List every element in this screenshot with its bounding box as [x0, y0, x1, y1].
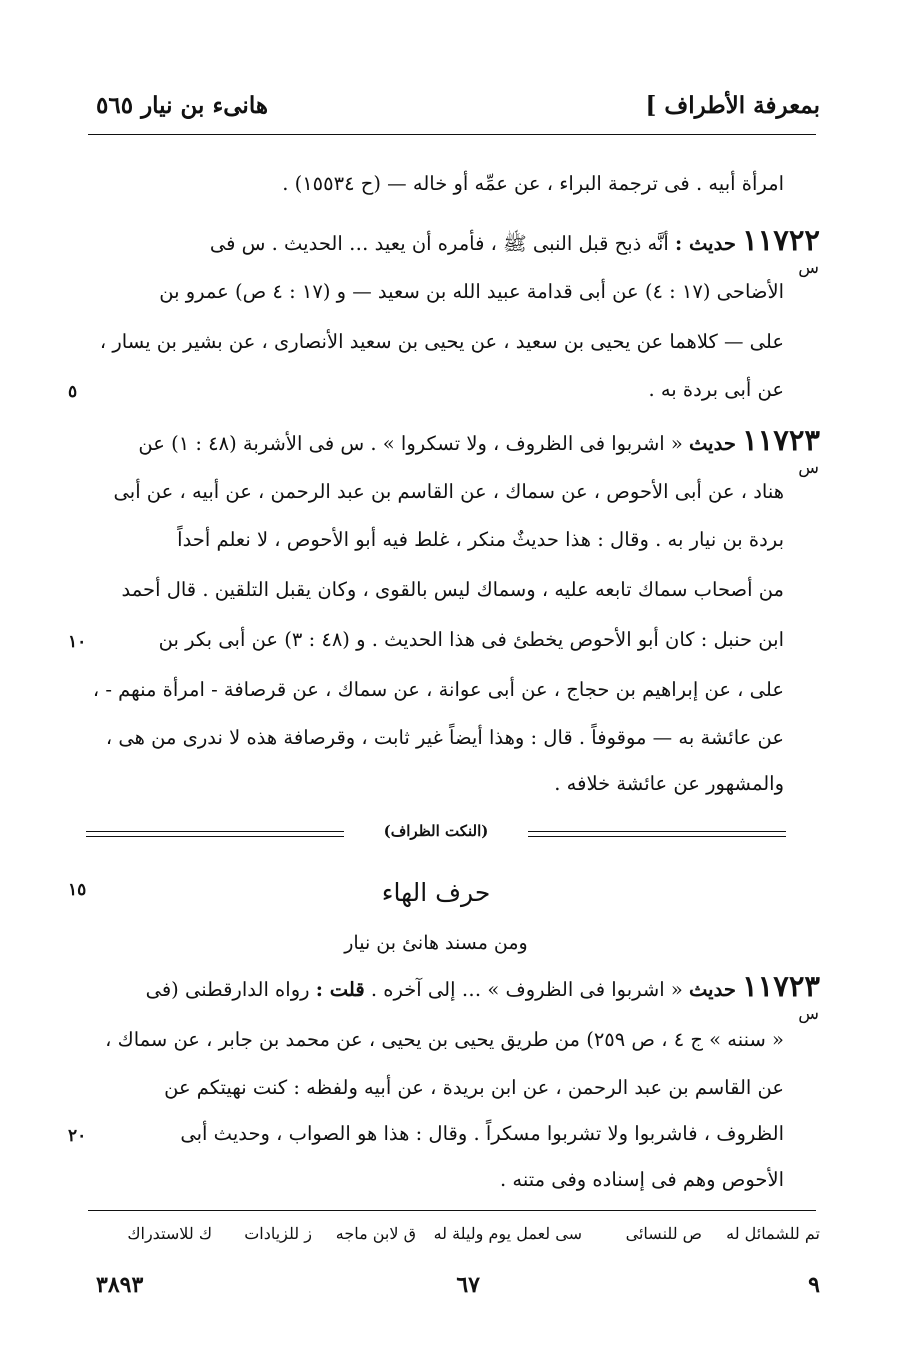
footnote-rule — [88, 1210, 816, 1211]
hadith-text: « اشربوا فى الظروف » … إلى آخره . — [370, 978, 683, 1001]
text-line: بردة بن نيار به . وقال : هذا حديثٌ منكر ، غلط فيه أبو الأحوص ، لا نعلم أحداً — [177, 528, 784, 551]
section-divider — [86, 822, 786, 846]
hadith-text: رواه الدارقطنى (فى — [145, 978, 310, 1001]
text-line: امرأة أبيه . فى ترجمة البراء ، عن عمِّه أو خاله — (ح ١٥٥٣٤) . — [282, 172, 784, 195]
text-line: عن القاسم بن عبد الرحمن ، عن ابن بريدة ، عن أبيه ولفظه : كنت نهيتكم عن — [164, 1076, 784, 1099]
text-line: من أصحاب سماك تابعه عليه ، وسماك ليس بالقوى ، وكان يقبل التلقين . قال أحمد — [121, 578, 784, 601]
header-title: بمعرفة الأطراف ] — [645, 92, 820, 119]
abbreviation-key: سى لعمل يوم وليلة له — [433, 1224, 582, 1243]
hadith-label: حديث — [689, 432, 736, 455]
line-number: ٥ — [68, 382, 78, 402]
text-line: الأحوص وهم فى إسناده وفى متنه . — [499, 1168, 784, 1191]
margin-siglum: س — [798, 1004, 819, 1024]
divider-line-right — [528, 831, 786, 837]
hadith-label: حديث : — [675, 232, 736, 255]
abbreviation-key: ز للزيادات — [244, 1224, 312, 1243]
hadith-number: ١١٧٢٢ — [742, 223, 820, 257]
header-rule — [88, 134, 816, 135]
text-line: عن عائشة به — موقوفاً . قال : وهذا أيضاً غير ثابت ، وقرصافة هذه لا ندرى من هى ، — [105, 726, 784, 749]
line-number: ١٥ — [68, 880, 87, 900]
section-subtitle: ومن مسند هانئ بن نيار — [344, 932, 528, 954]
footer-volume-page: ٣٨٩٣ — [96, 1272, 144, 1298]
footer-signature: ٩ — [808, 1272, 820, 1298]
abbreviation-key: ق لابن ماجه — [335, 1224, 416, 1243]
text-line: على — كلاهما عن يحيى بن سعيد ، عن يحيى بن سعيد الأنصارى ، عن بشير بن يسار ، — [99, 330, 784, 353]
text-line: على ، عن إبراهيم بن حجاج ، عن أبى عوانة ، عن سماك ، عن قرصافة - امرأة منهم - ، — [92, 678, 784, 701]
text-line: « سننه » ج ٤ ، ص ٢٥٩) من طريق يحيى بن يحيى ، عن محمد بن جابر ، عن سماك ، — [105, 1028, 784, 1051]
text-line: عن أبى بردة به . — [648, 378, 784, 401]
text-line: الظروف ، فاشربوا ولا تشربوا مسكراً . وقال : هذا هو الصواب ، وحديث أبى — [180, 1122, 784, 1145]
footer-page-number: ٦٧ — [456, 1272, 480, 1298]
divider-title: (النكت الظراف) — [383, 822, 489, 840]
text-line: الأضاحى (١٧ : ٤) عن أبى قدامة عبيد الله بن سعيد — و (١٧ : ٤ ص) عمرو بن — [159, 280, 784, 303]
margin-siglum: س — [798, 258, 819, 278]
text-line: والمشهور عن عائشة خلافه . — [554, 772, 784, 795]
hadith-number: ١١٧٢٣ — [742, 423, 820, 457]
line-number: ٢٠ — [68, 1126, 87, 1146]
section-title: حرف الهاء — [381, 878, 491, 907]
margin-siglum: س — [798, 458, 819, 478]
hadith-entry-11722 — [209, 223, 820, 257]
nukat-entry-11723 — [145, 969, 820, 1003]
hadith-entry-11723 — [138, 423, 820, 457]
hadith-text: « اشربوا فى الظروف ، ولا تسكروا » . س فى الأشربة (٤٨ : ١) عن — [138, 432, 683, 455]
abbreviation-key: ك للاستدراك — [127, 1224, 212, 1243]
divider-line-left — [86, 831, 344, 837]
hadith-number: ١١٧٢٣ — [742, 969, 820, 1003]
hadith-label: حديث — [689, 978, 736, 1001]
hadith-text: أنَّه ذبح قبل النبى ﷺ ، فأمره أن يعيد … الحديث . س فى — [209, 232, 669, 255]
text-line: ابن حنبل : كان أبو الأحوص يخطئ فى هذا الحديث . و (٤٨ : ٣) عن أبى بكر بن — [158, 628, 784, 651]
abbreviation-key: تم للشمائل له — [726, 1224, 820, 1243]
line-number: ١٠ — [68, 632, 87, 652]
qultu-label: قلت : — [315, 978, 365, 1001]
text-line: هناد ، عن أبى الأحوص ، عن سماك ، عن القاسم بن عبد الرحمن ، عن أبيه ، عن أبى — [113, 480, 784, 503]
running-header: هانىء بن نيار ٥٦٥ — [96, 92, 268, 119]
abbreviation-key: ص للنسائى — [625, 1224, 702, 1243]
